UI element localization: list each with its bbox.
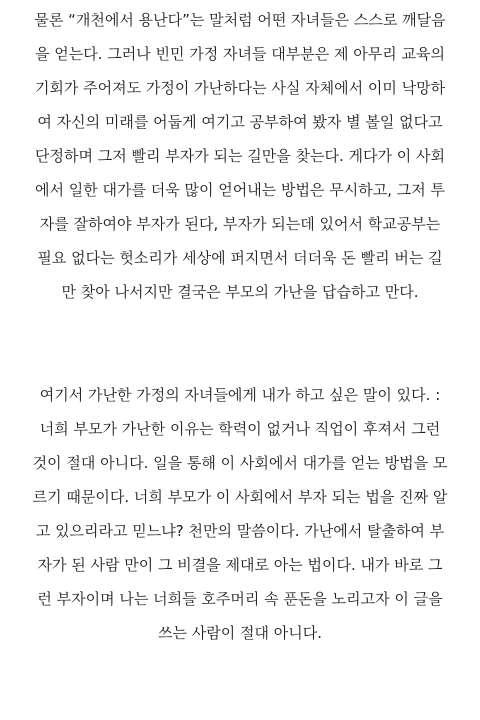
text-line: 단정하며 그저 빨리 부자가 되는 길만을 찾는다. 게다가 이 사회 <box>35 147 445 165</box>
text-line: 런 부자이며 나는 너희들 호주머리 속 푼돈을 노리고자 이 글을 <box>37 590 443 608</box>
text-line: 만 찾아 나서지만 결국은 부모의 가난을 답습하고 만다. <box>61 283 419 301</box>
text-line: 기회가 주어져도 가정이 가난하다는 사실 자체에서 이미 낙망하 <box>34 79 446 97</box>
text-line: 필요 없다는 헛소리가 세상에 퍼지면서 더더욱 돈 빨리 버는 길 <box>37 249 443 267</box>
text-line: 여 자신의 미래를 어둡게 여기고 공부하여 봤자 별 볼일 없다고 <box>37 113 443 131</box>
text-line: 여기서 가난한 가정의 자녀들에게 내가 하고 싶은 말이 있다. : <box>39 386 441 404</box>
text-line: 너희 부모가 가난한 이유는 학력이 없거나 직업이 후져서 그런 <box>39 420 441 438</box>
text-line: 에서 일한 대가를 더욱 많이 얻어내는 방법은 무시하고, 그저 투 <box>35 181 445 199</box>
text-line: 물론 “개천에서 용난다”는 말처럼 어떤 자녀들은 스스로 깨달음 <box>34 11 446 29</box>
text-line: 자를 잘하여야 부자가 된다, 부자가 되는데 있어서 학교공부는 <box>39 215 441 233</box>
text-line: 쓰는 사람이 절대 아니다. <box>158 624 322 642</box>
text-line: 자가 된 사람 만이 그 비결을 제대로 아는 법이다. 내가 바로 그 <box>37 556 443 574</box>
text-line: 것이 절대 아니다. 일을 통해 이 사회에서 대가를 얻는 방법을 모 <box>32 454 448 472</box>
text-line: 르기 때문이다. 너희 부모가 이 사회에서 부자 되는 법을 진짜 알 <box>32 488 448 506</box>
text-line: 고 있으리라고 믿느냐? 천만의 말씀이다. 가난에서 탈출하여 부 <box>35 522 445 540</box>
text-line: 을 얻는다. 그러나 빈민 가정 자녀들 대부분은 제 아무리 교육의 <box>35 45 445 63</box>
